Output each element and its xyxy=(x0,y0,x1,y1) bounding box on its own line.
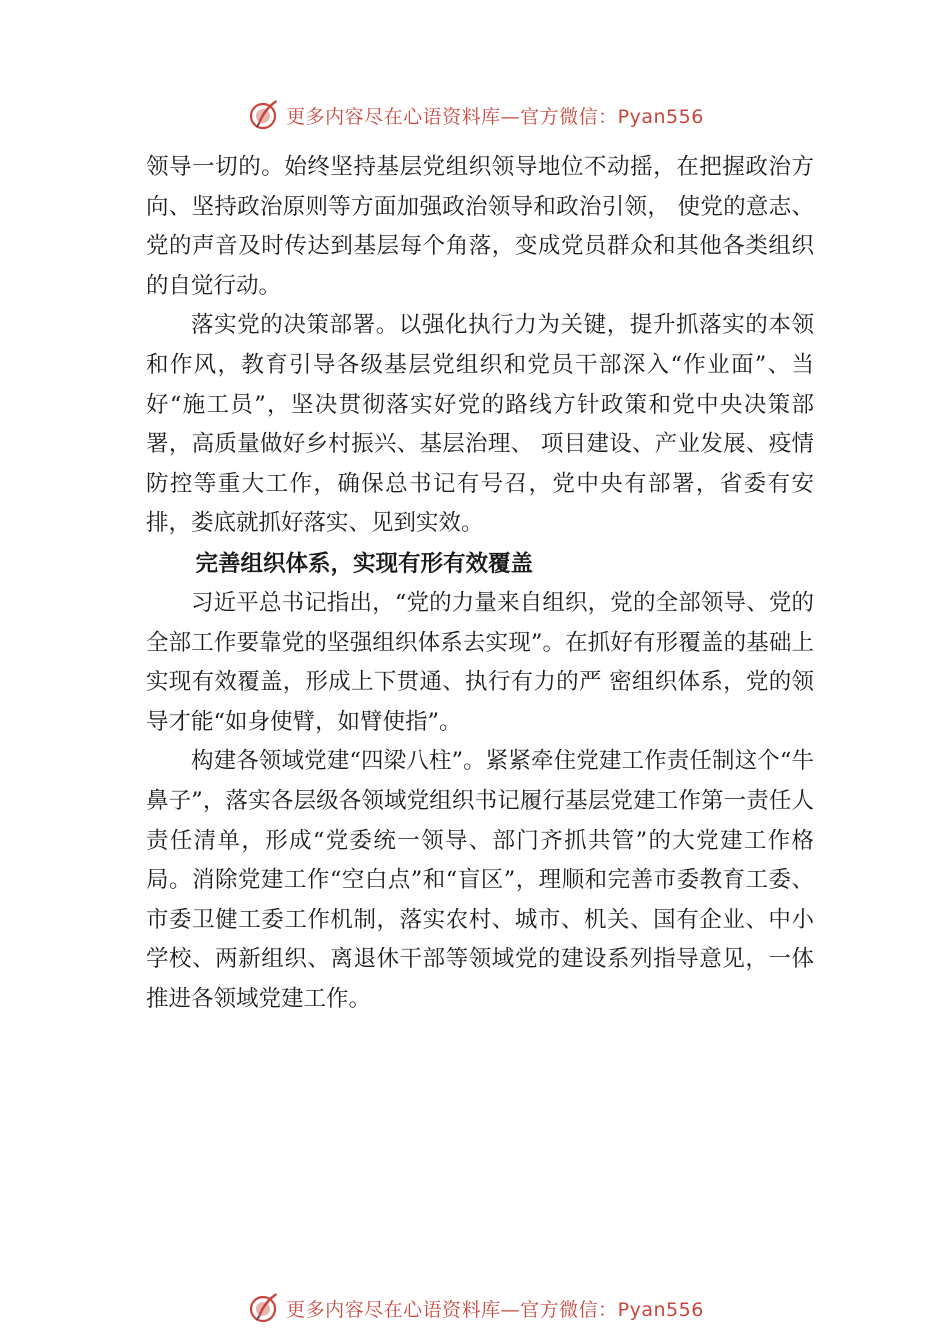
paragraph-quote: 习近平总书记指出，“党的力量来自组织，党的全部领导、党的全部工作要靠党的坚强组织体系去实现”。在抓好有形覆盖的基础上实现有效覆盖，形成上下贯通、执行有力的严 密组织体系，党的领导才能“如身使臂，如臂使指”。 xyxy=(146,589,814,735)
banner-text: 更多内容尽在心语资料库—官方微信：Pyan556 xyxy=(286,105,704,128)
footer-banner xyxy=(0,1288,950,1328)
wechat-id: Pyan556 xyxy=(617,1298,704,1321)
paragraph-continuation: 领导一切的。始终坚持基层党组织领导地位不动摇，在把握政治方向、坚持政治原则等方面加强政治领导和政治引领， 使党的意志、党的声音及时传达到基层每个角落，变成党员群众和其他各类组织的自觉行动。 xyxy=(146,154,814,299)
paragraph-decision: 落实党的决策部署。以强化执行力为关键，提升抓落实的本领和作风，教育引导各级基层党组织和党员干部深入“作业面”、当好“施工员”，坚决贯彻落实好党的路线方针政策和党中央决策部署，高质量做好乡村振兴、基层治理、 项目建设、产业发展、疫情防控等重大工作，确保总书记有号召，党中央有部署，省委有安排，娄底就抓好落实、见到实效。 xyxy=(146,312,814,537)
paragraph-pillars: 构建各领域党建“四梁八柱”。紧紧牵住党建工作责任制这个“牛鼻子”，落实各层级各领域党组织书记履行基层党建工作第一责任人责任清单，形成“党委统一领导、部门齐抓共管”的大党建工作格局。消除党建工作“空白点”和“盲区”，理顺和完善市委教育工委、市委卫健工委工作机制，落实农村、城市、机关、国有企业、中小学校、两新组织、离退休干部等领域党的建设系列指导意见，一体推进各领域党建工作。 xyxy=(146,748,814,1012)
quill-logo-icon xyxy=(246,1290,282,1326)
banner-text: 更多内容尽在心语资料库—官方微信：Pyan556 xyxy=(286,1298,704,1321)
header-banner xyxy=(0,95,950,135)
section-heading: 完善组织体系，实现有形有效覆盖 xyxy=(195,550,534,577)
wechat-id: Pyan556 xyxy=(617,105,704,128)
quill-logo-icon xyxy=(246,97,282,133)
document-body xyxy=(146,148,814,1019)
